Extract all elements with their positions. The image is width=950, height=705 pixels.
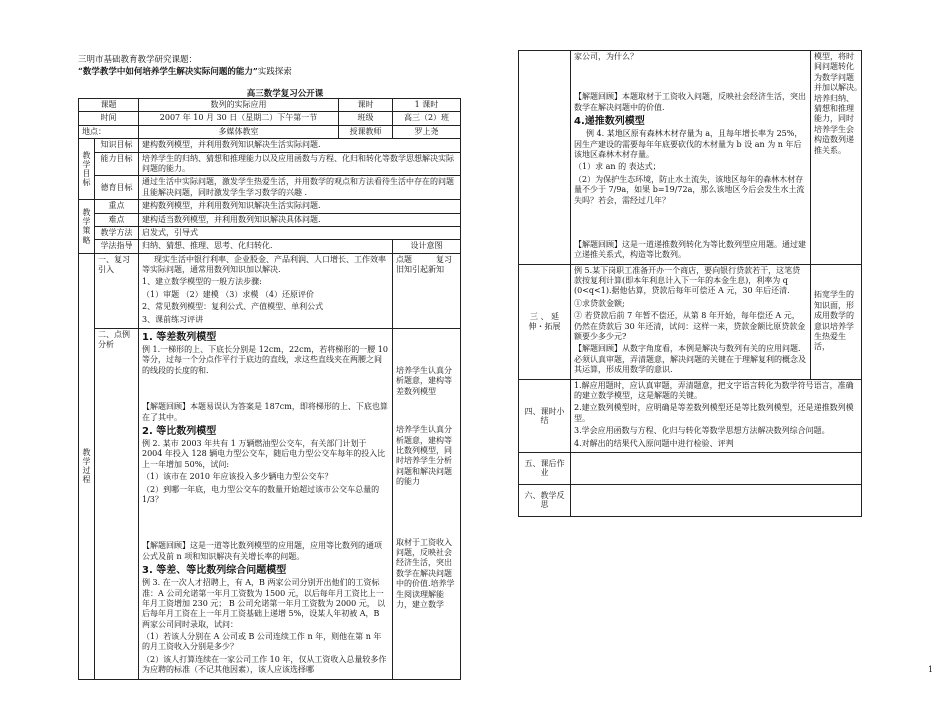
- model2-text: 例 2. 某市 2003 年共有 1 万辆燃油型公交车，有关部门计划于 2004 年投入 128 辆电力型公交车，随后电力型公交车每年的投入比上一年增加 50%，试问:: [142, 438, 386, 469]
- hours-label: 课时: [339, 99, 393, 112]
- model1-title: 1. 等差数列模型: [142, 332, 217, 344]
- s2-notes: [393, 329, 461, 680]
- knowledge-goal: 建构数列模型，并利用数列知识解决生活实际问题.: [139, 139, 461, 152]
- page-number: 1: [928, 665, 934, 674]
- topic-value: 数列的实际应用: [139, 99, 339, 112]
- s1-line: 现实生活中银行利率、企业股金、产品利润、人口增长、工作效率等实际问题，通常用数列知识加以解决.: [142, 254, 386, 275]
- continued-label: [519, 51, 571, 265]
- summary: [571, 379, 862, 452]
- summary-item: 2.建立数列模型时，应明确是等差数列模型还是等比数列模型，还是递推数列模型。: [574, 403, 854, 423]
- s1-note: 点题 复习旧知引起新知: [393, 253, 461, 328]
- process-section: 教学过程: [79, 253, 95, 679]
- model2-title: 2. 等比数列模型: [142, 425, 217, 437]
- ability-goal: 培养学生的归纳、猜想和推理能力以及应用函数与方程、化归和转化等数学思想解决实际问题的能力。: [139, 152, 461, 176]
- s5-label: 五、课后作业: [519, 452, 571, 484]
- s4-label: 四、课时小结: [519, 379, 571, 452]
- model3-q2: （2）该人打算连续在一家公司工作 10 年，仅从工资收入总量较多作为应聘的标准（不记其他因素），该人应该选择哪: [142, 654, 387, 675]
- topic-label: 课题: [79, 99, 139, 112]
- ability-label: 能力目标: [95, 152, 139, 176]
- left-table-wrap: [78, 98, 460, 680]
- header-line2-bold: “数学教学中如何培养学生解决实际问题的能力”: [78, 66, 258, 77]
- model4-text: 例 4. 某地区原有森林木材存量为 a，且每年增长率为 25%，因生产建设的需要每年年底要砍伐的木材量为 b 设 an 为 n 年后该地区森林木材存量。: [574, 129, 803, 159]
- s2-label: 二、点例分析: [95, 329, 139, 680]
- strategy-section: 教学策略: [79, 200, 95, 254]
- method-label: 教学方法: [95, 226, 139, 239]
- r1-review: 【解题回顾】本题取材于工资收入问题，反映社会经济生活，突出数学在解决问题中的价值.: [574, 92, 806, 112]
- s3-label: 三 、 延伸・拓展: [519, 264, 571, 379]
- note-b: 培养学生认真分析题意，建构等比数列模型，同时培养学生分析问题和解决问题的能力: [396, 425, 452, 487]
- note-a: 培养学生认真分析题意，建构等差数列模型: [396, 366, 452, 396]
- hours-value: 1 课时: [393, 99, 461, 112]
- method: 启发式，引导式: [139, 226, 461, 239]
- homework: [571, 452, 862, 484]
- time-label: 时间: [79, 112, 139, 125]
- ex5-q1: ①求贷款金额;: [574, 298, 625, 308]
- ex5-text: 例 5.某下岗职工准备开办一个商店，要向银行贷款若干，这笔贷款按复利计算(即本年利息计入下一年的本金生息)，利率为 q (0<q<1).据他估算，贷款后每年可偿还 A 元，30 年后还清.: [574, 265, 801, 296]
- difficulty-label: 难点: [95, 213, 139, 226]
- model1-review: 【解题回顾】本题易误认为答案是 187cm，即将梯形的上、下底也算在了其中。: [142, 402, 388, 422]
- s1-line: 2、常见数列模型：复利公式、产值模型、单利公式: [142, 302, 324, 312]
- reflection: [571, 484, 862, 516]
- key-point: 建构数列模型，并利用数列知识解决生活实际问题.: [139, 200, 461, 213]
- header-line2-tail: 实践探索: [257, 66, 292, 77]
- r1-note: 模型，将时间问题转化为数学问题并加以解决。 培养归纳、猜想和推理能力，同时培养学生会构造数列递推关系。: [811, 51, 862, 265]
- lesson-plan-table-right: [518, 50, 874, 517]
- model4-title: 4.递推数列模型: [574, 116, 645, 128]
- s1-line: 1、建立数学模型的一般方法步骤:: [142, 277, 262, 287]
- key-label: 重点: [95, 200, 139, 213]
- time-value: 2007 年 10 月 30 日（星期二）下午第一节: [139, 112, 339, 125]
- lesson-plan-table-left: [78, 98, 461, 680]
- place-label: 地点：: [79, 125, 139, 138]
- class-label: 班级: [339, 112, 393, 125]
- note-c: 取材于工资收入问题，反映社会经济生活，突出数学在解决问题中的价值.培养学生阅读理解能力，建立数学: [396, 537, 455, 609]
- summary-item: 3.学会应用函数与方程、化归与转化等数学思想方法解决数列综合问题。: [574, 426, 830, 436]
- teacher-value: 罗上尧: [393, 125, 461, 138]
- model2-q2: （2）到哪一年底，电力型公交车的数量开始超过该市公交车总量的 1/3？: [142, 484, 380, 504]
- s1-label: 一、复习引入: [95, 253, 139, 328]
- s1-line: （1）审题 （2）建模 （3）求模 （4）还原评价: [142, 289, 314, 299]
- right-table-wrap: [518, 50, 874, 517]
- s1-content: [139, 253, 393, 328]
- ex5-q2: ② 若贷款后前 7 年暂不偿还，从第 8 年开始，每年偿还 A 元，仍然在贷款后 30 年还清，试问：这样一来，贷款金额比原贷款金额要少多少元?: [574, 311, 806, 342]
- teacher-label: 授课教师: [339, 125, 393, 138]
- header-line1: 三明市基础教育教学研究课题：: [78, 55, 198, 65]
- summary-item: 4.对解出的结果代入原问题中进行检验、评判: [574, 438, 734, 448]
- guide: 归纳、猜想、推理、思考、化归转化．: [139, 240, 393, 253]
- model3-q1: （1）若该人分别在 A 公司或 B 公司连续工作 n 年，则他在第 n 年的月工资收入分别是多少？: [142, 632, 382, 652]
- moral-label: 德育目标: [95, 176, 139, 200]
- s2-content: [139, 329, 393, 680]
- model3-title: 3. 等差、等比数列综合问题模型: [142, 565, 287, 577]
- model1-text: 例 1.一梯形的上、下底长分别是 12cm，22cm，若将梯形的一腰 10 等分，过每一个分点作平行于底边的直线，求这些直线夹在两腰之间的线段的长度的和.: [142, 345, 388, 375]
- s3-note: 拓宽学生的知识面，形成用数学的意识培养学生热爱生活，: [811, 264, 862, 379]
- header-line2: [78, 67, 292, 79]
- summary-item: 1.解应用题时，应认真审题，弄清题意，把文字语言转化为数学符号语言，准确的建立数学模型，这是解题的关键。: [574, 380, 854, 400]
- lesson-title: 高三数学复习公开课: [246, 89, 324, 99]
- difficulty: 建构适当数列模型，并利用数列知识解决具体问题.: [139, 213, 461, 226]
- model4-review: 【解题回顾】这是一道递推数列转化为等比数列型应用题。通过建立递推关系式，构造等比数列。: [574, 239, 806, 260]
- ex5-review: 【解题回顾】从数字角度看，本例是解决与数列有关的应用问题.必须认真审题，弄清题意，解决问题的关键在于理解复利的概念及其运算，形成用数学的意识.: [574, 344, 806, 375]
- doc-header: [78, 55, 292, 79]
- model2-review: 【解题回顾】这是一道等比数列模型的应用题，应用等比数列的通项公式及前 n 项和知识解决有关增长率的问题。: [142, 541, 382, 561]
- place-value: 多媒体教室: [139, 125, 339, 138]
- design-label: 设计意图: [393, 240, 461, 253]
- r1-cont: 家公司，为什么？: [574, 52, 638, 61]
- s3-content: [571, 264, 811, 379]
- model4-q1: （1）求 an 的 表达式；: [574, 162, 661, 172]
- model3-text: 例 3. 在一次人才招聘上，有 A，B 两家公司分别开出他们的工资标准：A 公司允诺第一年月工资数为 1500 元，以后每年月工资比上一年月工资增加 230 元； B 公司允诺第一年月工资数为 2000 元， 以后每年月工资在上一年月工资基础上递增 5%，设某人年初被 A，B 两家公司同时录取，试问：: [142, 578, 386, 629]
- model2-q1: （1）该市在 2010 年应该投入多少辆电力型公交车？: [142, 472, 333, 482]
- class-value: 高三（2）班: [393, 112, 461, 125]
- r1-content: [571, 51, 811, 265]
- moral-goal: 通过生活中实际问题，激发学生热爱生活，并用数学的观点和方法看待生活中存在的问题且能解决问题，同时激发学生学习数学的兴趣 .: [139, 176, 461, 200]
- model4-q2: （2）为保护生态环境，防止水土流失，该地区每年的森林木材存量不少于 7/9a，如果 b=19/72a，那么该地区今后会发生水土流失吗？若会，需经过几年？: [574, 174, 805, 205]
- s1-line: 3、课前练习评讲: [142, 314, 204, 324]
- goals-section: 教学目标: [79, 139, 95, 200]
- knowledge-label: 知识目标: [95, 139, 139, 152]
- s6-label: 六、教学反思: [519, 484, 571, 516]
- guide-label: 学法指导: [95, 240, 139, 253]
